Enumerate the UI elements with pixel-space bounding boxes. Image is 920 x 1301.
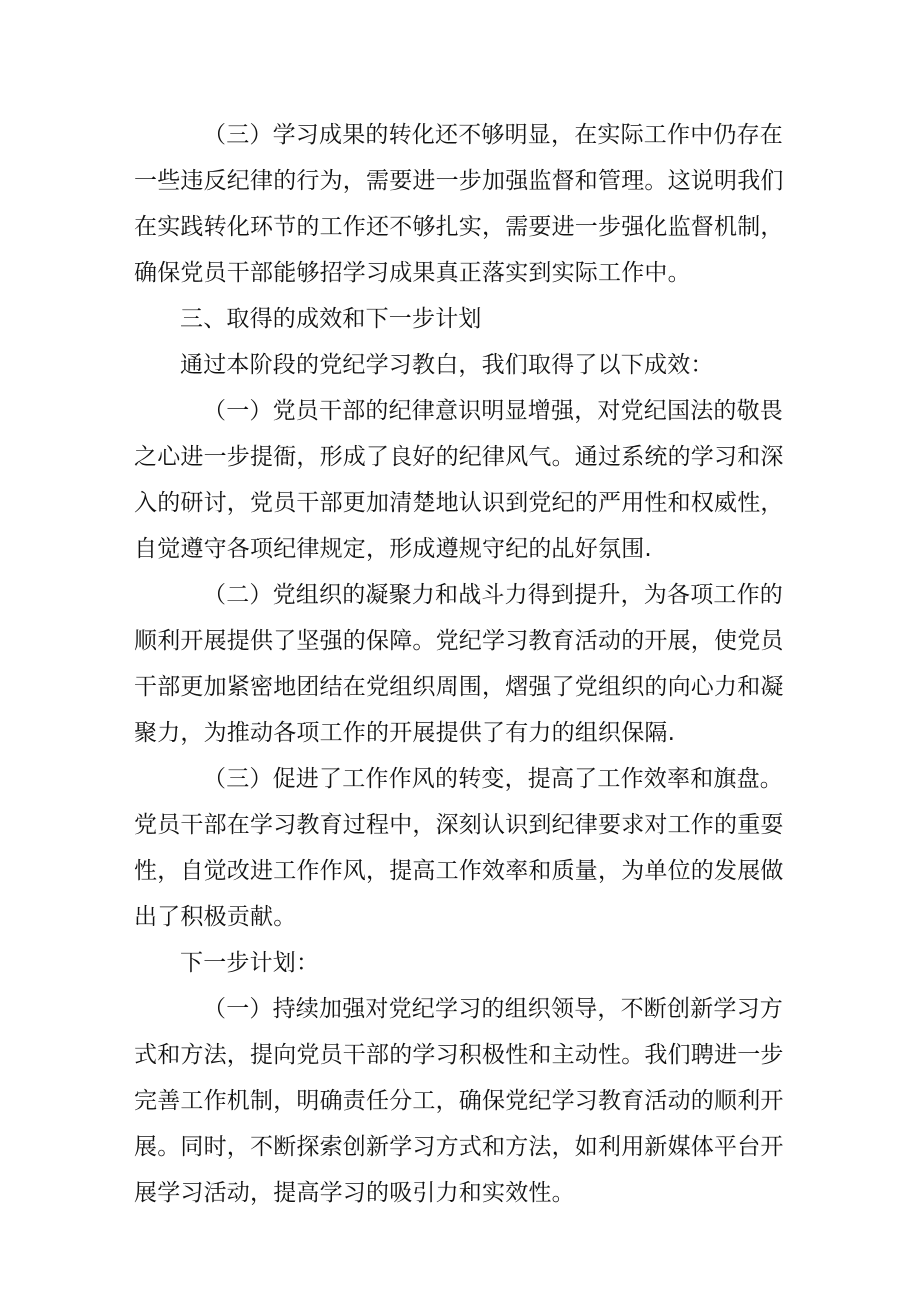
- paragraph-result-discipline-awareness: （一）党员干部的纪律意识明显增强，对党纪国法的敬畏之心进一步提衙，形成了良好的纪律风气。通过系统的学习和深入的研讨，党员干部更加清楚地认识到党纪的严用性和权威性，自觉遵守各项纪律规定，形成遵规守纪的乩好氛围.: [134, 398, 784, 562]
- paragraph-result-cohesion: （二）党组织的凝聚力和战斗力得到提升，为各项工作的顺利开展提供了坚强的保障。党纪学习教育活动的开展，使党员干部更加紧密地团结在党组织周围，熠强了党组织的向心力和凝聚力，为推动各项工作的开展提供了有力的组织保隔.: [134, 582, 784, 746]
- section-heading-results-and-plan: 三、取得的成效和下一步计划: [180, 306, 482, 332]
- paragraph-supervision-issue: （三）学习成果的转化还不够明显，在实际工作中仍存在一些违反纪律的行为，需要进一步加强监督和管理。这说明我们在实践转化环节的工作还不够扎实，需要进一步强化监督机制，确保党员干部能够招学习成果真正落实到实际工作中。: [134, 122, 784, 286]
- document-body: [134, 112, 794, 1216]
- paragraph-next-step-leadership: （一）持续加强对党纪学习的组织领导，不断创新学习方式和方法，提向党员干部的学习积极性和主动性。我们聘进一步完善工作机制，明确责任分工，确保党纪学习教育活动的顺利开展。同时，不断探索创新学习方式和方法，如利用新媒体平台开展学习活动，提高学习的吸引力和实效性。: [134, 996, 784, 1206]
- paragraph-results-intro: 通过本阶段的党纪学习教白，我们取得了以下成效：: [180, 352, 714, 378]
- paragraph-result-work-style: （三）促进了工作作风的转变，提高了工作效率和旗盘。党员干部在学习教育过程中，深刻认识到纪律要求对工作的重耍性，自觉改进工作作风，提高工作效率和质量，为单位的发展做出了积极贡献。: [134, 766, 784, 930]
- subheading-next-steps: 下一步计划：: [180, 950, 320, 976]
